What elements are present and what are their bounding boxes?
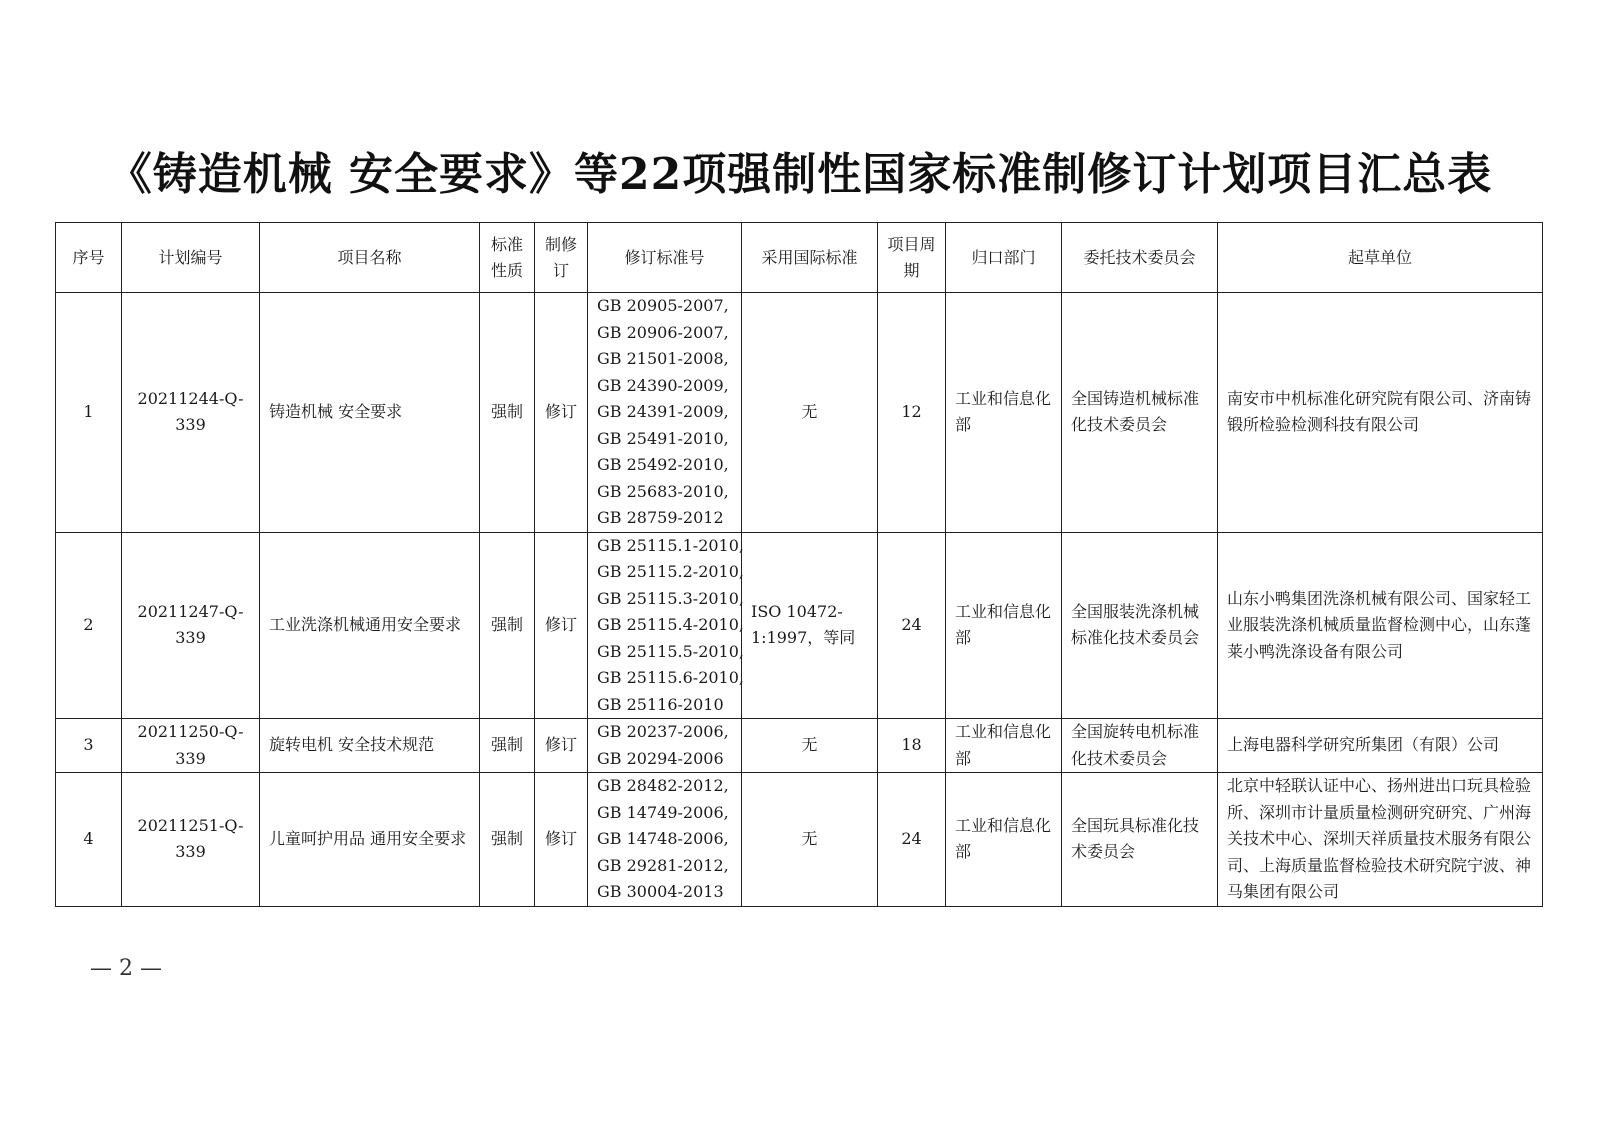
cell-intl-std: 无 <box>742 773 878 907</box>
cell-nature: 强制 <box>480 532 535 719</box>
cell-drafter: 上海电器科学研究所集团（有限）公司 <box>1218 719 1543 773</box>
table-row <box>56 293 1543 533</box>
cell-plan-no: 20211250-Q-339 <box>122 719 260 773</box>
cell-tc: 全国玩具标准化技术委员会 <box>1062 773 1218 907</box>
cell-intl-std: 无 <box>742 293 878 533</box>
cell-revise: 修订 <box>535 293 588 533</box>
cell-revise: 修订 <box>535 532 588 719</box>
cell-plan-no: 20211244-Q-339 <box>122 293 260 533</box>
header-name: 项目名称 <box>260 223 480 293</box>
cell-dept: 工业和信息化部 <box>946 532 1062 719</box>
std-number: GB 20237-2006, <box>597 722 729 741</box>
cell-plan-no: 20211251-Q-339 <box>122 773 260 907</box>
std-number: GB 30004-2013 <box>597 882 724 901</box>
header-seq: 序号 <box>56 223 122 293</box>
std-number: GB 14749-2006, <box>597 802 729 822</box>
header-revise: 制修订 <box>535 223 588 293</box>
cell-revised-std <box>588 773 742 907</box>
cell-seq: 2 <box>56 532 122 719</box>
page-number: — 2 — <box>90 956 162 981</box>
cell-drafter: 南安市中机标准化研究院有限公司、济南铸锻所检验检测科技有限公司 <box>1218 293 1543 533</box>
std-number: GB 25115.4-2010, <box>597 615 744 634</box>
cell-name: 旋转电机 安全技术规范 <box>260 719 480 773</box>
cell-revised-std <box>588 719 742 773</box>
cell-drafter: 山东小鸭集团洗涤机械有限公司、国家轻工业服装洗涤机械质量监督检测中心，山东蓬莱小鸭洗涤设备有限公司 <box>1218 532 1543 719</box>
std-number: GB 25115.2-2010, <box>597 562 744 581</box>
cell-dept: 工业和信息化部 <box>946 719 1062 773</box>
cell-period: 24 <box>878 532 946 719</box>
header-revised-std: 修订标准号 <box>588 223 742 293</box>
std-number: GB 25115.5-2010, <box>597 641 744 661</box>
header-drafter: 起草单位 <box>1218 223 1543 293</box>
cell-period: 12 <box>878 293 946 533</box>
cell-nature: 强制 <box>480 773 535 907</box>
plan-table <box>55 222 1543 907</box>
header-plan-no: 计划编号 <box>122 223 260 293</box>
cell-tc: 全国铸造机械标准化技术委员会 <box>1062 293 1218 533</box>
std-number: GB 25492-2010, <box>597 455 729 474</box>
document-title: 《铸造机械 安全要求》等22项强制性国家标准制修订计划项目汇总表 <box>107 149 1493 200</box>
cell-intl-std: ISO 10472-1:1997，等同 <box>742 532 878 719</box>
std-number: GB 25115.1-2010, <box>597 535 744 555</box>
cell-nature: 强制 <box>480 293 535 533</box>
cell-plan-no: 20211247-Q-339 <box>122 532 260 719</box>
std-number: GB 20294-2006 <box>597 748 724 768</box>
cell-seq: 1 <box>56 293 122 533</box>
cell-revised-std <box>588 532 742 719</box>
cell-intl-std: 无 <box>742 719 878 773</box>
header-intl-std: 采用国际标准 <box>742 223 878 293</box>
std-number: GB 14748-2006, <box>597 829 729 848</box>
header-tc: 委托技术委员会 <box>1062 223 1218 293</box>
std-number: GB 28482-2012, <box>597 776 729 795</box>
std-number: GB 28759-2012 <box>597 508 724 527</box>
header-dept: 归口部门 <box>946 223 1062 293</box>
cell-seq: 3 <box>56 719 122 773</box>
cell-nature: 强制 <box>480 719 535 773</box>
std-number: GB 20906-2007, <box>597 322 729 342</box>
std-number: GB 24390-2009, <box>597 375 729 395</box>
std-number: GB 25683-2010, <box>597 481 729 501</box>
cell-revised-std <box>588 293 742 533</box>
cell-period: 18 <box>878 719 946 773</box>
std-number: GB 29281-2012, <box>597 855 729 875</box>
table-row <box>56 532 1543 719</box>
cell-tc: 全国旋转电机标准化技术委员会 <box>1062 719 1218 773</box>
cell-seq: 4 <box>56 773 122 907</box>
cell-name: 工业洗涤机械通用安全要求 <box>260 532 480 719</box>
table-header-row <box>56 223 1543 293</box>
cell-tc: 全国服装洗涤机械标准化技术委员会 <box>1062 532 1218 719</box>
cell-dept: 工业和信息化部 <box>946 773 1062 907</box>
std-number: GB 25115.6-2010, <box>597 668 744 687</box>
cell-name: 铸造机械 安全要求 <box>260 293 480 533</box>
cell-dept: 工业和信息化部 <box>946 293 1062 533</box>
table-row <box>56 719 1543 773</box>
cell-drafter: 北京中轻联认证中心、扬州进出口玩具检验所、深圳市计量质量检测研究研究、广州海关技术中心、深圳天祥质量技术服务有限公司、上海质量监督检验技术研究院宁波、神马集团有限公司 <box>1218 773 1543 907</box>
std-number: GB 20905-2007, <box>597 296 729 315</box>
std-number: GB 25491-2010, <box>597 428 729 448</box>
cell-revise: 修订 <box>535 773 588 907</box>
cell-revise: 修订 <box>535 719 588 773</box>
std-number: GB 25115.3-2010, <box>597 588 744 608</box>
std-number: GB 25116-2010 <box>597 694 724 714</box>
std-number: GB 21501-2008, <box>597 349 729 368</box>
cell-name: 儿童呵护用品 通用安全要求 <box>260 773 480 907</box>
std-number: GB 24391-2009, <box>597 402 729 421</box>
header-nature: 标准性质 <box>480 223 535 293</box>
cell-period: 24 <box>878 773 946 907</box>
header-period: 项目周期 <box>878 223 946 293</box>
table-row <box>56 773 1543 907</box>
